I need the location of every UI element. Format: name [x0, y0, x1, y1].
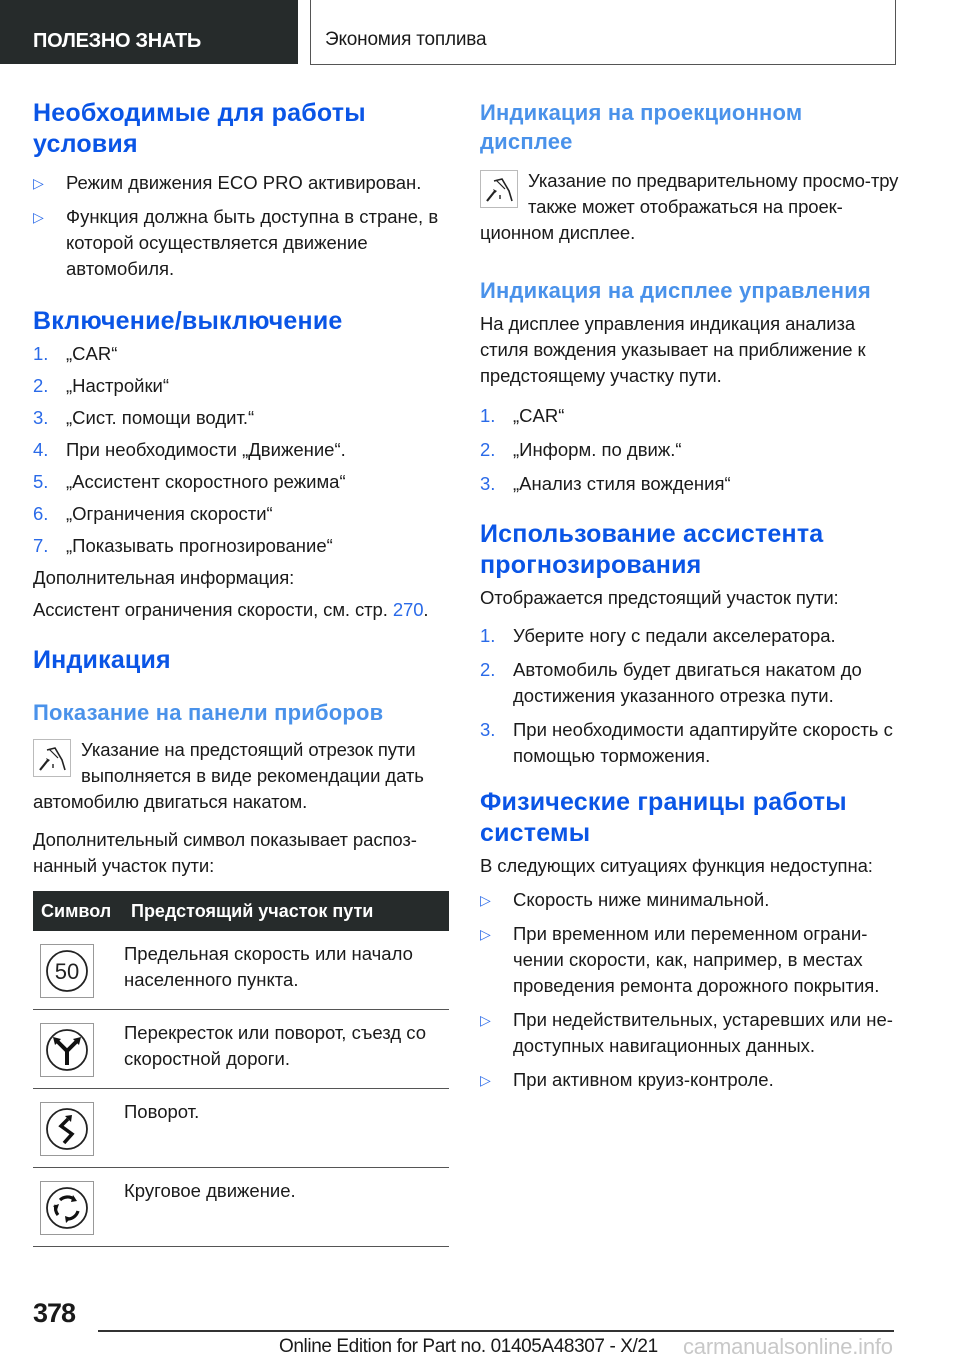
step-item: 2. Автомобиль будет двигаться накатом до достижения указанного отрезка пути. [480, 659, 862, 706]
step-item: 2. „Информ. по движ.“ [480, 439, 682, 460]
right-column [480, 98, 900, 1093]
cluster-subheading: Показание на панели приборов [33, 700, 384, 725]
step-item: 3. При необходимости адаптируйте скорость с помощью торможения. [480, 719, 893, 766]
speed-limit-50-icon [40, 944, 94, 998]
usage-heading: Использование ассистента прогнозирования [480, 520, 824, 579]
usage-intro: Отображается предстоящий участок пути: [480, 587, 839, 608]
onoff-heading: Включение/выключение [33, 307, 343, 335]
limits-heading: Физические границы работы системы [480, 788, 847, 847]
conditions-heading: Необходимые для работы условия [33, 99, 366, 158]
step-item: 4. При необходимости „Движение“. [33, 439, 346, 460]
left-column [33, 98, 453, 1247]
footer-divider [98, 1330, 894, 1332]
bullet-item: ▷ При недействительных, устаревших или не-доступных навигационных данных. [480, 1009, 893, 1056]
table-row: Круговое движение. [33, 1168, 449, 1247]
bullet-item: ▷ При временном или переменном ограни-чении скорости, как, например, в местах проведения ремонта дорожного покрытия. [480, 923, 880, 996]
triangle-bullet-icon: ▷ [33, 209, 44, 225]
step-item: 1. „CAR“ [33, 343, 118, 364]
symbol-intro: Дополнительный символ показывает распоз-нанный участок пути: [33, 829, 417, 876]
triangle-bullet-icon: ▷ [480, 926, 491, 942]
limits-intro: В следующих ситуациях функция недоступна: [480, 855, 873, 876]
step-item: 1. „CAR“ [480, 405, 565, 426]
cid-subheading: Индикация на дисплее управления [480, 278, 871, 303]
hud-subheading: Индикация на проекционном дисплее [480, 100, 803, 154]
bullet-item: ▷ Скорость ниже минимальной. [480, 887, 900, 913]
junction-icon [40, 1023, 94, 1077]
triangle-bullet-icon: ▷ [480, 1072, 491, 1088]
step-item: 1. Уберите ногу с педали акселератора. [480, 625, 836, 646]
svg-text:50: 50 [54, 959, 80, 984]
step-item: 7. „Показывать прогнозирование“ [33, 535, 333, 556]
page-reference-link[interactable]: 270 [392, 599, 424, 620]
section-title: ПОЛЕЗНО ЗНАТЬ [33, 30, 202, 52]
watermark: carmanualsonline.info [683, 1334, 893, 1359]
step-item: 2. „Настройки“ [33, 375, 170, 396]
step-item: 5. „Ассистент скоростного режима“ [33, 471, 346, 492]
bullet-item: ▷ Функция должна быть доступна в стране, в которой осуществляется движение автомобиля. [33, 206, 439, 279]
page-number: 378 [33, 1298, 76, 1328]
step-item: 3. „Анализ стиля вождения“ [480, 473, 731, 494]
bullet-item: ▷ Режим движения ECO PRO активирован. [33, 170, 453, 196]
edition-text: Online Edition for Part no. 01405A48307 - X/21 [279, 1336, 658, 1357]
step-item: 3. „Сист. помощи водит.“ [33, 407, 255, 428]
chapter-tab [310, 0, 896, 65]
table-row: Поворот. [33, 1089, 449, 1168]
chapter-title: Экономия топлива [325, 29, 487, 50]
triangle-bullet-icon: ▷ [33, 175, 44, 191]
display-heading: Индикация [33, 646, 171, 674]
extra-info-text: Ассистент ограничения скорости, см. стр. 270. [33, 599, 429, 620]
triangle-bullet-icon: ▷ [480, 1012, 491, 1028]
hud-description: Указание по предварительному просмо-тру также может отображаться на проек-ционном дисплее. [480, 170, 899, 243]
cid-text: На дисплее управления индикация анализа стиля вождения указывает на приближение к предстоящему участку пути. [480, 313, 866, 386]
cluster-description: Указание на предстоящий отрезок пути выполняется в виде рекомендации дать автомобилю двигаться накатом. [33, 739, 424, 812]
bullet-item: ▷ При активном круиз-контроле. [480, 1067, 900, 1093]
section-tab [0, 0, 298, 64]
step-item: 6. „Ограничения скорости“ [33, 503, 273, 524]
symbol-table [33, 891, 449, 1247]
table-header-row: Символ Предстоящий участок пути [33, 891, 449, 931]
table-row: 50 Предельная скорость или начало населенного пункта. [33, 931, 449, 1010]
table-row: Перекресток или поворот, съезд со скоростной дороги. [33, 1010, 449, 1089]
roundabout-icon [40, 1181, 94, 1235]
coasting-hint-icon [480, 170, 518, 208]
coasting-hint-icon [33, 739, 71, 777]
triangle-bullet-icon: ▷ [480, 892, 491, 908]
curve-icon [40, 1102, 94, 1156]
extra-info-label: Дополнительная информация: [33, 567, 295, 588]
